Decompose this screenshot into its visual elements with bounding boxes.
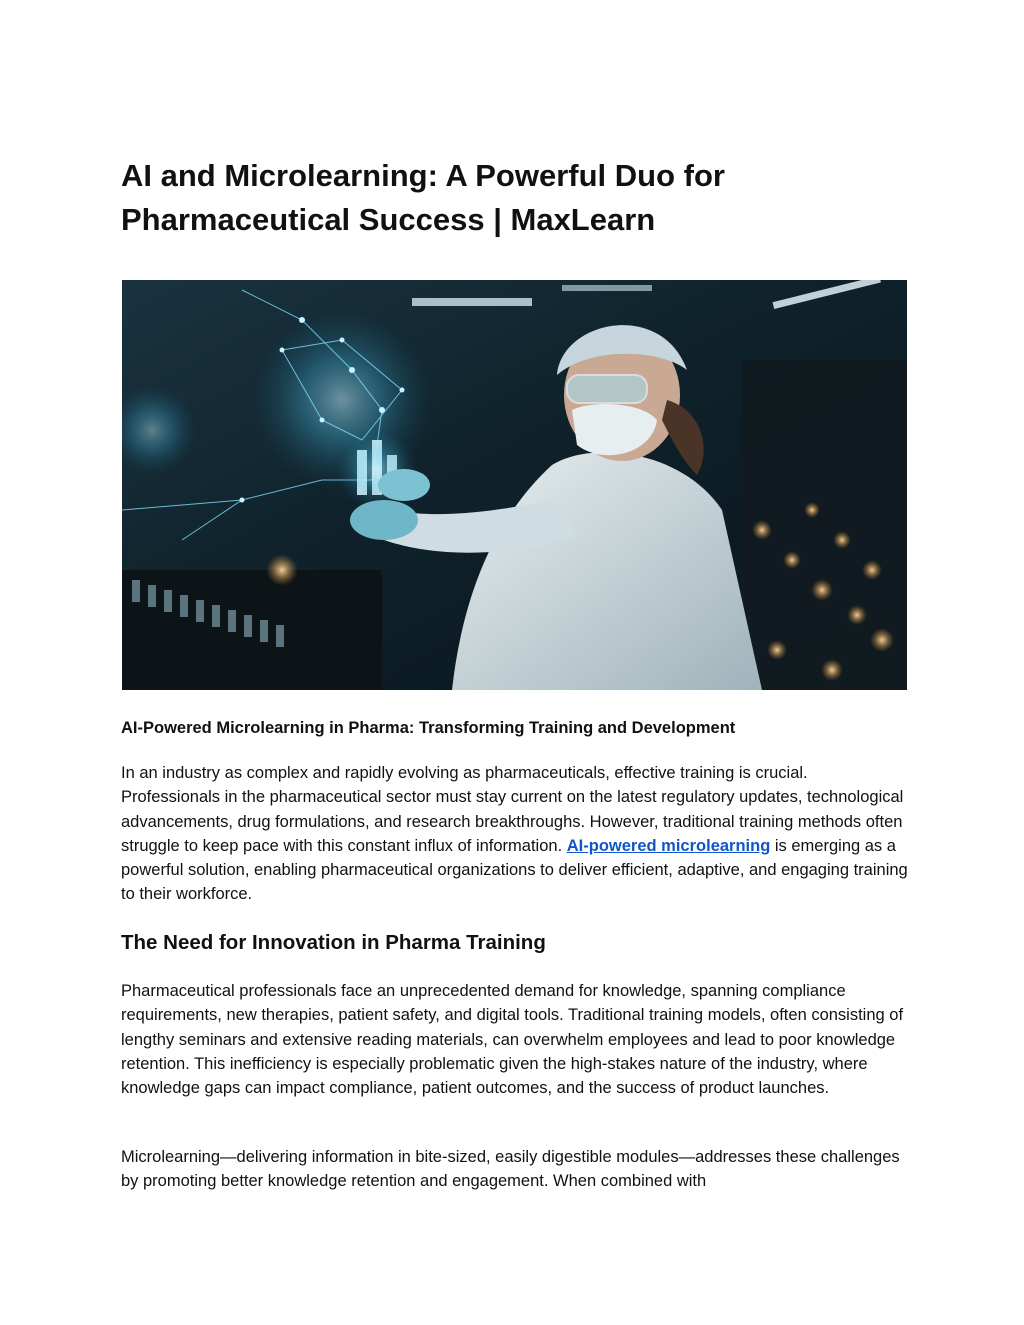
intro-text-after: is emerging as a powerful solution, enabling pharmaceutical organizations to deliver efficient, adaptive, and engaging training to their workforce.	[121, 836, 908, 904]
article-subheading: AI-Powered Microlearning in Pharma: Transforming Training and Development	[121, 719, 736, 737]
section-heading: The Need for Innovation in Pharma Training	[121, 931, 546, 954]
body-paragraph-2: Pharmaceutical professionals face an unprecedented demand for knowledge, spanning compliance requirements, new therapies, patient safety, and digital tools. Traditional training models, often consisting of lengthy seminars and extensive reading materials, can overwhelm employees and lead to poor knowledge retention. This inefficiency is especially problematic given the high-stakes nature of the industry, where knowledge gaps can impact compliance, patient outcomes, and the success of product launches.	[121, 982, 904, 1098]
intro-text-before: In an industry as complex and rapidly evolving as pharmaceuticals, effective training is crucial. Professionals in the pharmaceutical sector must stay current on the latest regulatory updates, technological advancements, drug formulations, and research breakthroughs. However, traditional training methods often struggle to keep pace with this constant influx of information.	[121, 764, 904, 855]
intro-paragraph	[121, 761, 911, 907]
page-title: AI and Microlearning: A Powerful Duo for Pharmaceutical Success | MaxLearn	[121, 158, 725, 237]
body-paragraph-3: Microlearning—delivering information in bite-sized, easily digestible modules—addresses these challenges by promoting better knowledge retention and engagement. When combined with	[121, 1148, 900, 1191]
ai-powered-microlearning-link[interactable]: AI-powered microlearning	[566, 836, 771, 855]
hero-image	[122, 280, 907, 690]
